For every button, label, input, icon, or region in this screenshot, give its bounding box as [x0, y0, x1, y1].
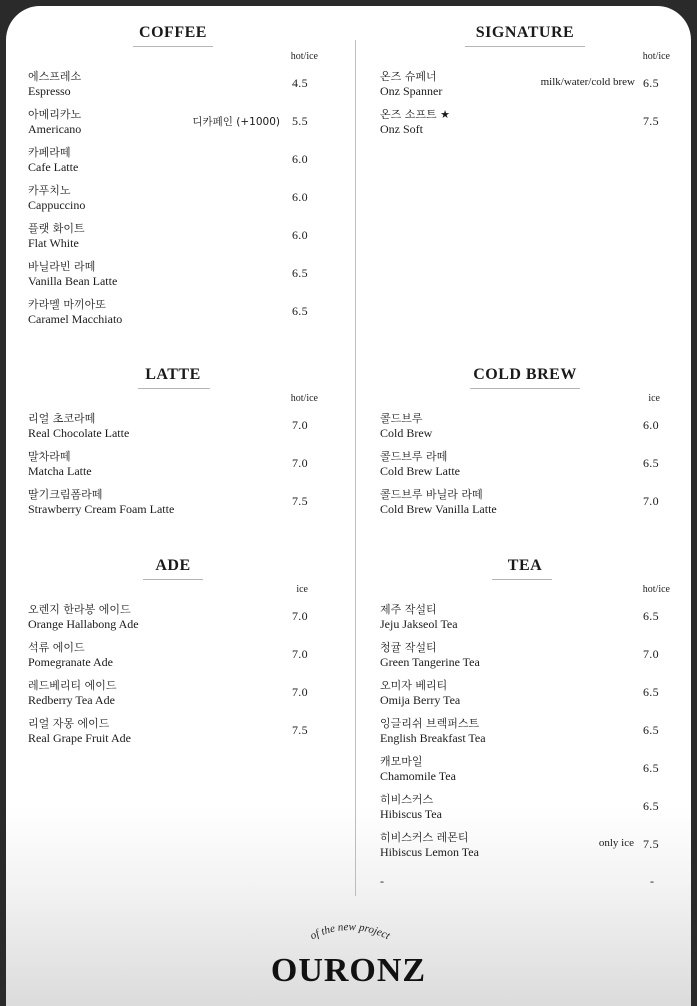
item-name-korean: 온즈 슈페너	[380, 70, 437, 83]
item-name-english: Real Grape Fruit Ade	[28, 731, 131, 745]
item-name-korean: 말차라떼	[28, 450, 71, 463]
item-name-korean: 오미자 베리티	[380, 679, 448, 692]
brand-logo: OURONZ	[270, 952, 427, 989]
ade-menu-item	[28, 715, 318, 749]
coffee-menu-item	[28, 182, 318, 216]
latte-title: LATTE	[145, 366, 201, 383]
item-note: milk/water/cold brew	[540, 76, 635, 88]
signature-menu-item	[380, 106, 670, 140]
tea-column-header: hot/ice	[642, 584, 670, 595]
signature-menu-item	[380, 68, 670, 102]
item-name-english: Matcha Latte	[28, 464, 92, 478]
ade-menu-item	[28, 601, 318, 635]
item-price: 7.0	[292, 456, 308, 470]
item-name-korean: 바닐라빈 라떼	[28, 260, 96, 273]
svg-text:of the new project	[308, 922, 392, 943]
item-name-korean: 석류 에이드	[28, 641, 85, 654]
latte-menu-item	[28, 410, 318, 444]
item-name-english: Vanilla Bean Latte	[28, 274, 118, 288]
item-name-korean: 잉글리쉬 브렉퍼스트	[380, 717, 480, 730]
item-name-korean: 카푸치노	[28, 184, 71, 197]
item-price: 7.0	[292, 685, 308, 699]
item-name-korean: 에스프레소	[28, 70, 82, 83]
cold-brew-column-header: ice	[648, 393, 660, 404]
latte-menu-item	[28, 486, 318, 520]
item-price: 6.0	[292, 228, 308, 242]
cold-brew-menu-item	[380, 410, 670, 444]
signature-title-underline	[465, 46, 585, 47]
item-name-english: Jeju Jakseol Tea	[380, 617, 458, 631]
item-name-english: Orange Hallabong Ade	[28, 617, 139, 631]
item-price: 6.5	[292, 266, 308, 280]
ade-title-underline	[143, 579, 203, 580]
item-price: 6.5	[643, 723, 659, 737]
latte-section	[28, 366, 318, 526]
item-name-english: Pomegranate Ade	[28, 655, 113, 669]
item-price: 5.5	[292, 114, 308, 128]
item-name-english: Cappuccino	[28, 198, 86, 212]
ade-title: ADE	[155, 557, 191, 574]
item-name-korean: 플랫 화이트	[28, 222, 85, 235]
signature-section	[380, 24, 670, 154]
tea-menu-item	[380, 677, 670, 711]
cold-brew-section	[380, 366, 670, 526]
item-price: 7.0	[292, 609, 308, 623]
item-price: 6.5	[292, 304, 308, 318]
latte-column-header: hot/ice	[290, 393, 318, 404]
item-name-english: Omija Berry Tea	[380, 693, 461, 707]
coffee-menu-item	[28, 106, 318, 140]
item-price: 6.0	[292, 152, 308, 166]
ade-section	[28, 557, 318, 757]
item-name-english: Onz Soft	[380, 122, 423, 136]
signature-column-header: hot/ice	[642, 51, 670, 62]
item-price: 4.5	[292, 76, 308, 90]
item-name-korean: 리얼 자몽 에이드	[28, 717, 110, 730]
item-price: 7.0	[292, 418, 308, 432]
coffee-section	[28, 24, 318, 334]
item-name-korean: 카라멜 마끼아또	[28, 298, 106, 311]
coffee-title-underline	[133, 46, 213, 47]
tea-trailing-right: -	[650, 874, 654, 888]
item-name-korean: 콜드브루	[380, 412, 423, 425]
item-name-korean: 레드베리티 에이드	[28, 679, 117, 692]
item-name-korean: 카페라떼	[28, 146, 71, 159]
item-price: 7.0	[292, 647, 308, 661]
item-note: only ice	[598, 837, 634, 849]
tea-menu-item	[380, 601, 670, 635]
item-name-english: Hibiscus Lemon Tea	[380, 845, 479, 859]
item-price: 7.5	[292, 723, 308, 737]
coffee-menu-item	[28, 258, 318, 292]
item-price: 6.5	[643, 761, 659, 775]
item-name-korean: 딸기크림폼라떼	[28, 488, 103, 501]
coffee-column-header: hot/ice	[290, 51, 318, 62]
item-name-english: Green Tangerine Tea	[380, 655, 480, 669]
latte-title-underline	[138, 388, 210, 389]
item-name-korean: 온즈 소프트 ★	[380, 108, 450, 121]
item-price: 6.0	[643, 418, 659, 432]
column-divider	[355, 40, 356, 896]
tea-menu-item	[380, 829, 670, 863]
item-name-english: Onz Spanner	[380, 84, 443, 98]
tea-menu-item	[380, 753, 670, 787]
cold-brew-title-underline	[470, 388, 580, 389]
item-name-english: Hibiscus Tea	[380, 807, 442, 821]
item-price: 6.5	[643, 76, 659, 90]
ade-menu-item	[28, 639, 318, 673]
item-name-english: Flat White	[28, 236, 79, 250]
coffee-menu-item	[28, 220, 318, 254]
tea-title-underline	[492, 579, 552, 580]
coffee-menu-item	[28, 68, 318, 102]
item-price: 7.5	[643, 114, 659, 128]
signature-title: SIGNATURE	[475, 24, 575, 41]
item-name-korean: 콜드브루 바닐라 라떼	[380, 488, 483, 501]
item-name-korean: 제주 작설티	[380, 603, 437, 616]
brand-tagline	[300, 922, 400, 946]
item-name-korean: 청귤 작설티	[380, 641, 437, 654]
item-name-korean: 리얼 초코라떼	[28, 412, 96, 425]
item-name-korean: 히비스커스	[380, 793, 434, 806]
tea-menu-item	[380, 791, 670, 825]
item-name-english: Cold Brew Latte	[380, 464, 460, 478]
coffee-menu-item	[28, 144, 318, 178]
item-price: 6.5	[643, 456, 659, 470]
coffee-title: COFFEE	[139, 24, 207, 41]
item-price: 7.0	[643, 494, 659, 508]
tea-trailing-left: -	[380, 874, 384, 888]
item-name-korean: 오렌지 한라봉 에이드	[28, 603, 131, 616]
item-note: 디카페인 (+1000)	[192, 116, 280, 128]
item-price: 7.0	[643, 647, 659, 661]
ade-column-header: ice	[296, 584, 308, 595]
item-price: 6.5	[643, 685, 659, 699]
item-name-english: Cold Brew Vanilla Latte	[380, 502, 497, 516]
coffee-menu-item	[28, 296, 318, 330]
item-name-english: Strawberry Cream Foam Latte	[28, 502, 175, 516]
tea-menu-item	[380, 715, 670, 749]
item-price: 7.5	[292, 494, 308, 508]
item-name-english: Cafe Latte	[28, 160, 79, 174]
item-name-english: Redberry Tea Ade	[28, 693, 115, 707]
cold-brew-menu-item	[380, 486, 670, 520]
item-price: 7.5	[643, 837, 659, 851]
tea-title: TEA	[507, 557, 543, 574]
item-name-english: Espresso	[28, 84, 71, 98]
cold-brew-menu-item	[380, 448, 670, 482]
tea-section	[380, 557, 670, 897]
item-name-english: Caramel Macchiato	[28, 312, 123, 326]
tea-menu-item	[380, 639, 670, 673]
item-name-english: Real Chocolate Latte	[28, 426, 130, 440]
item-name-english: Chamomile Tea	[380, 769, 456, 783]
item-name-english: Cold Brew	[380, 426, 433, 440]
item-price: 6.5	[643, 799, 659, 813]
item-name-korean: 아메리카노	[28, 108, 82, 121]
cold-brew-title: COLD BREW	[473, 366, 577, 383]
item-name-english: Americano	[28, 122, 82, 136]
item-name-english: English Breakfast Tea	[380, 731, 486, 745]
latte-menu-item	[28, 448, 318, 482]
brand-tagline-text: of the new project	[308, 922, 392, 943]
item-price: 6.0	[292, 190, 308, 204]
ade-menu-item	[28, 677, 318, 711]
item-name-korean: 히비스커스 레몬티	[380, 831, 469, 844]
item-price: 6.5	[643, 609, 659, 623]
item-name-korean: 캐모마일	[380, 755, 423, 768]
item-name-korean: 콜드브루 라떼	[380, 450, 448, 463]
